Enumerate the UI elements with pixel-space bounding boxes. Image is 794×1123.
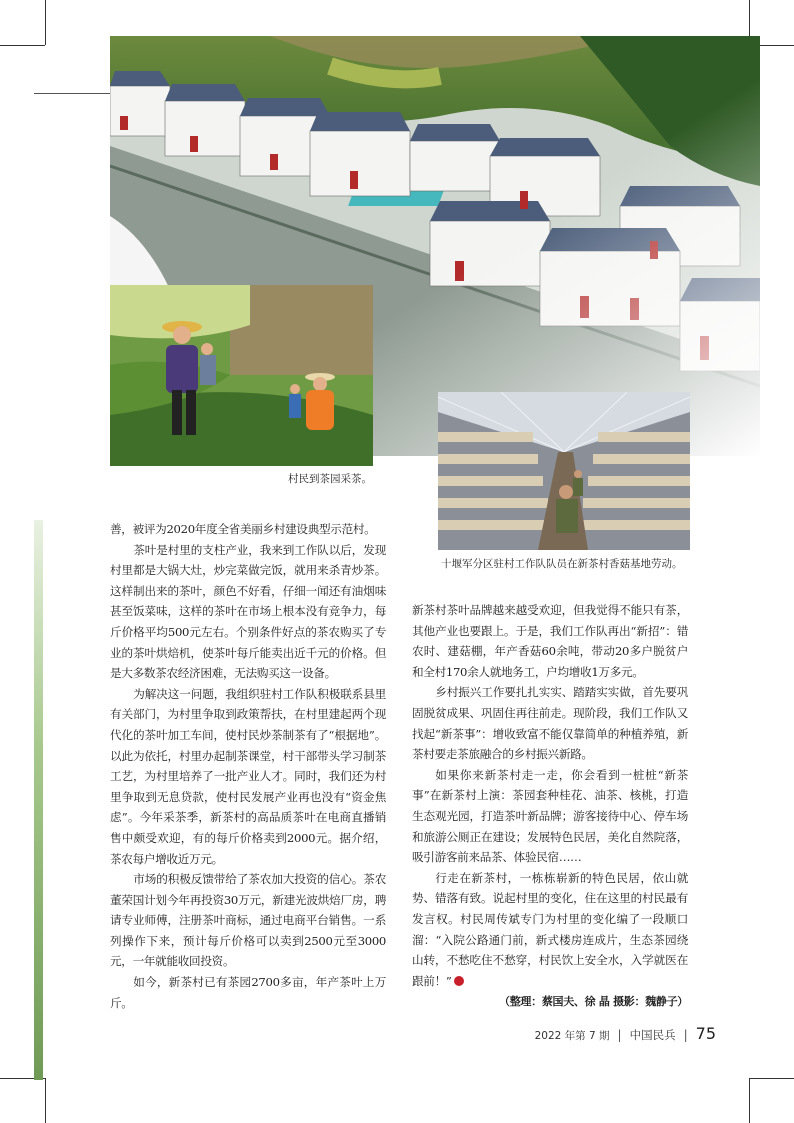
article-paragraph: 乡村振兴工作要扎扎实实、踏踏实实做，首先要巩固脱贫成果、巩固住再往前走。现阶段，我们工作队又找起“新茶事”：增收致富不能仅靠简单的种植养殖，新茶村要走茶旅融合的乡村振兴新路。 [412, 685, 688, 762]
page-edge-strip [34, 520, 43, 1080]
mushroom-base-photo [438, 392, 690, 550]
article-paragraph-text: 行走在新茶村，一栋栋崭新的特色民居，依山就势、错落有致。说起村里的变化，住在这里的村民最有发言权。村民周传斌专门为村里的变化编了一段顺口溜：“入院公路通门前，新式楼房连成片，生态茶园绕山转，不愁吃住不愁穿，村民饮上安全水，入学就医在跟前！” [412, 870, 688, 988]
crop-mark [45, 0, 46, 45]
crop-mark [749, 1078, 750, 1123]
tea-photo-caption: 村民到茶园采茶。 [288, 473, 372, 485]
article-right-column [412, 600, 688, 1013]
article-left-column [110, 519, 386, 1013]
article-paragraph: 市场的积极反馈带给了茶农加大投资的信心。茶农董荣国计划今年再投资30万元，新建光波烘焙厂房，聘请专业师傅，注册茶叶商标，通过电商平台销售。一系列操作下来，预计每斤价格可以卖到2500元至3000元，一年就能收回投资。 [110, 872, 386, 969]
article-paragraph: 如今，新茶村已有茶园2700多亩，年产茶叶上万斤。 [110, 975, 386, 1010]
crop-mark [34, 93, 110, 94]
issue-label: 2022 年第 7 期 [534, 1030, 610, 1042]
footer-divider: | [617, 1028, 622, 1042]
mushroom-photo-caption: 十堰军分区驻村工作队队员在新茶村香菇基地劳动。 [441, 558, 683, 570]
tea-picking-photo [110, 285, 373, 466]
crop-mark [0, 45, 45, 46]
photo-credit: （整理：蔡国夫、徐 晶 摄影：魏静子） [499, 995, 688, 1009]
article-paragraph: 善，被评为2020年度全省美丽乡村建设典型示范村。 [110, 522, 376, 536]
magazine-name: 中国民兵 [629, 1028, 676, 1042]
article-paragraph [412, 868, 688, 992]
footer-divider: | [683, 1028, 688, 1042]
article-paragraph: 茶叶是村里的支柱产业，我来到工作队以后，发现村里都是大锅大灶，炒完菜做完饭，就用来杀青炒茶。这样制出来的茶叶，颜色不好看，仔细一闻还有油烟味甚至饭菜味，这样的茶叶在市场上根本没有竞争力，每斤价格平均500元左右。个别条件好点的茶农购买了专业的茶叶烘焙机，使茶叶每斤能卖出近千元的价格。但是大多数茶农经济困难，无法购买这一设备。 [110, 542, 386, 681]
end-mark-icon [454, 976, 464, 986]
crop-mark [45, 1078, 46, 1123]
article-paragraph: 如果你来新茶村走一走，你会看到一桩桩“新茶事”在新茶村上演：茶园套种桂花、油茶、核桃，打造生态观光园，打造茶叶新品牌；游客接待中心、停车场和旅游公厕正在建设；发展特色民居，美化自然院落，吸引游客前来品茶、体验民宿…… [412, 767, 688, 865]
article-paragraph: 为解决这一问题，我组织驻村工作队积极联系县里有关部门，为村里争取到政策帮扶，在村里建起两个现代化的茶叶加工车间，使村民炒茶制茶有了“根据地”。以此为依托，村里办起制茶课堂，村干部带头学习制茶工艺，为村里培养了一批产业人才。同时，我们还为村里争取到无息贷款，使村民发展产业再也没有“资金焦虑”。今年采茶季，新茶村的高品质茶叶在电商直播销售中颇受欢迎，有的每斤价格卖到2000元。据介绍，茶农每户增收近万元。 [110, 686, 386, 866]
page-number: 75 [695, 1024, 716, 1043]
article-paragraph: 新茶村茶叶品牌越来越受欢迎，但我觉得不能只有茶，其他产业也要跟上。于是，我们工作队再出“新招”：错农时、建菇棚，年产香菇60余吨，带动20多户脱贫户和全村170余人就地务工，户均增收1万多元。 [412, 603, 688, 679]
page-footer [535, 1024, 716, 1043]
crop-mark [749, 1078, 794, 1079]
